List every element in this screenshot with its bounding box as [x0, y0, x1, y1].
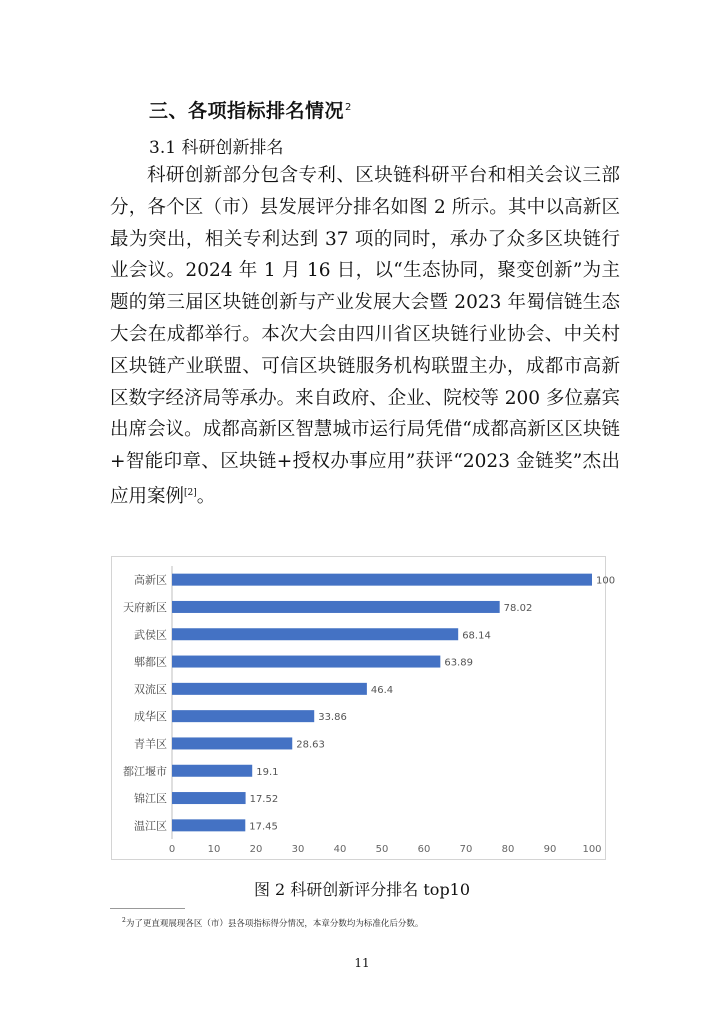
- x-tick-label: 70: [459, 844, 473, 855]
- category-label: 青羊区: [134, 737, 167, 751]
- bar: [172, 792, 246, 804]
- heading-footnote-mark[interactable]: 2: [345, 101, 352, 113]
- data-label: 17.52: [249, 794, 279, 806]
- footnote: [122, 917, 423, 929]
- data-label: 28.63: [296, 739, 325, 751]
- footnote-mark: 2: [122, 917, 126, 925]
- data-label: 17.45: [249, 821, 278, 833]
- category-label: 武侯区: [134, 628, 167, 642]
- bar: [172, 737, 292, 749]
- bar-chart-svg: [112, 557, 616, 861]
- bar: [172, 819, 245, 831]
- bar: [172, 574, 592, 586]
- bar-chart: [111, 556, 616, 860]
- category-label: 温江区: [134, 819, 167, 833]
- category-label: 郫都区: [134, 655, 167, 669]
- bar: [172, 628, 458, 640]
- paragraph-content: [110, 160, 620, 513]
- subsection-heading: 3.1 科研创新排名: [149, 138, 284, 158]
- bar: [172, 683, 367, 695]
- data-label: 78.02: [503, 602, 533, 614]
- category-label: 天府新区: [123, 600, 167, 614]
- x-tick-label: 0: [168, 844, 176, 855]
- data-label: 63.89: [444, 657, 473, 669]
- citation-link[interactable]: [2]: [184, 487, 197, 498]
- data-label: 19.1: [256, 766, 279, 778]
- data-label: 100: [596, 575, 616, 587]
- section-heading-text: 三、各项指标排名情况: [149, 100, 345, 122]
- bar: [172, 601, 500, 613]
- x-tick-label: 30: [291, 844, 305, 855]
- paragraph-end: 。: [196, 486, 216, 508]
- body-paragraph: [110, 160, 620, 513]
- x-tick-label: 60: [417, 844, 431, 855]
- category-label: 双流区: [134, 682, 167, 696]
- x-tick-label: 40: [333, 844, 347, 855]
- bar: [172, 710, 314, 722]
- data-label: 33.86: [318, 712, 347, 724]
- x-tick-label: 90: [543, 844, 557, 855]
- x-tick-label: 10: [207, 844, 221, 855]
- bar: [172, 656, 440, 668]
- data-label: 68.14: [462, 630, 491, 642]
- bar: [172, 765, 252, 777]
- paragraph-text: 科研创新部分包含专利、区块链科研平台和相关会议三部分，各个区（市）县发展评分排名如图 2 所示。其中以高新区最为突出，相关专利达到 37 项的同时，承办了众多区块链行业会议。2024 年 1 月 16 日，以“生态协同，聚变创新”为主题的第三届区块链创新与产业发展大会暨 2023 年蜀信链生态大会在成都举行。本次大会由四川省区块链行业协会、中关村区块链产业联盟、可信区块链服务机构联盟主办，成都市高新区数字经济局等承办。来自政府、企业、院校等 200 多位嘉宾出席会议。成都高新区智慧城市运行局凭借“成都高新区区块链+智能印章、区块链+授权办事应用”获评“2023 金链奖”杰出应用案例: [110, 165, 620, 508]
- x-tick-label: 80: [501, 844, 515, 855]
- x-tick-label: 50: [375, 844, 389, 855]
- data-label: 46.4: [370, 684, 394, 696]
- section-heading: [149, 96, 352, 123]
- category-label: 锦江区: [134, 792, 167, 806]
- footnote-divider: [110, 908, 185, 909]
- page-number: 11: [354, 956, 370, 970]
- category-label: 都江堰市: [123, 764, 167, 778]
- figure-caption: 图 2 科研创新评分排名 top10: [253, 880, 471, 899]
- x-tick-label: 100: [582, 844, 602, 855]
- category-label: 成华区: [134, 710, 167, 724]
- x-tick-label: 20: [249, 844, 263, 855]
- category-label: 高新区: [134, 573, 167, 587]
- footnote-text: 为了更直观展现各区（市）县各项指标得分情况，本章分数均为标准化后分数。: [125, 919, 424, 929]
